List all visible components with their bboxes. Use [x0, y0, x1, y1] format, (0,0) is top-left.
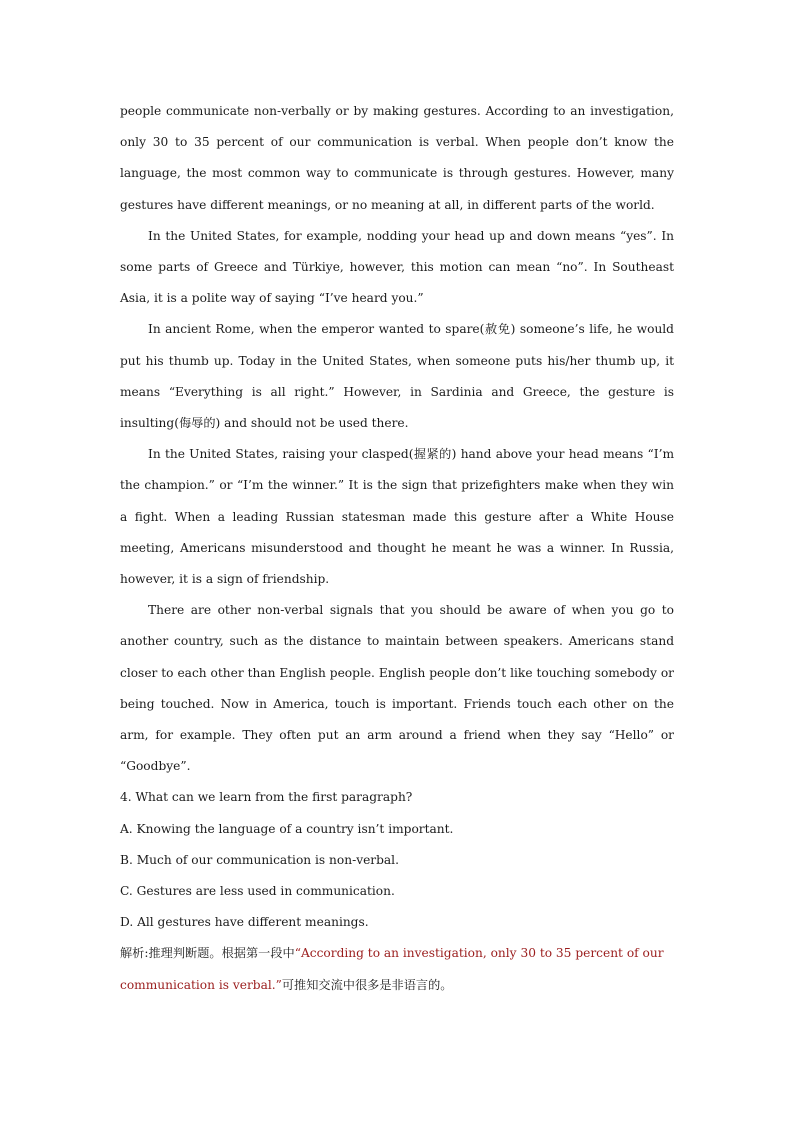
passage-paragraph-5: There are other non-verbal signals that you should be aware of when you go to another country, such as the distance to maintain between speakers. Americans stand closer to each other than English people. English people don’t like touching somebody or being touched. Now in America, touch is important. Friends touch each other on the arm, for example. They often put an arm around a friend when they say “Hello” or “Goodbye”.	[120, 603, 674, 774]
option-b: B. Much of our communication is non-verbal.	[120, 852, 399, 867]
passage-paragraph-3: In ancient Rome, when the emperor wanted to spare(赦免) someone’s life, he would put his thumb up. Today in the United States, when someone puts his/her thumb up, it means “Everything is all right.” However, in Sardinia and Greece, the gesture is insulting(侮辱的) and should not be used there.	[120, 322, 674, 431]
option-a: A. Knowing the language of a country isn’t important.	[120, 821, 454, 836]
option-c: C. Gestures are less used in communication.	[120, 884, 395, 899]
analysis-conclusion: 可推知交流中很多是非语言的。	[281, 977, 453, 992]
passage-paragraph-1: people communicate non-verbally or by making gestures. According to an investigation, only 30 to 35 percent of our communication is verbal. When people don’t know the language, the most common way to communicate is through gestures. However, many gestures have different meanings, or no meaning at all, in different parts of the world.	[120, 104, 674, 212]
analysis-block	[120, 938, 674, 1000]
document-page	[120, 96, 674, 1001]
passage-paragraph-2: In the United States, for example, nodding your head up and down means “yes”. In some parts of Greece and Türkiye, however, this motion can mean “no”. In Southeast Asia, it is a polite way of saying “I’ve heard you.”	[120, 228, 674, 306]
passage-paragraph-4: In the United States, raising your clasped(握紧的) hand above your head means “I’m the champion.” or “I’m the winner.” It is the sign that prizefighters make when they win a fight. When a leading Russian statesman made this gesture after a White House meeting, Americans misunderstood and thought he meant he was a winner. In Russia, however, it is a sign of friendship.	[120, 447, 674, 587]
option-d: D. All gestures have different meanings.	[120, 915, 369, 930]
analysis-quote: “According to an investigation, only 30 to 35 percent of our communication is verbal.”	[120, 946, 664, 992]
analysis-label: 解析:推理判断题。根据第一段中	[120, 946, 295, 961]
question-stem: 4. What can we learn from the first paragraph?	[120, 790, 413, 805]
